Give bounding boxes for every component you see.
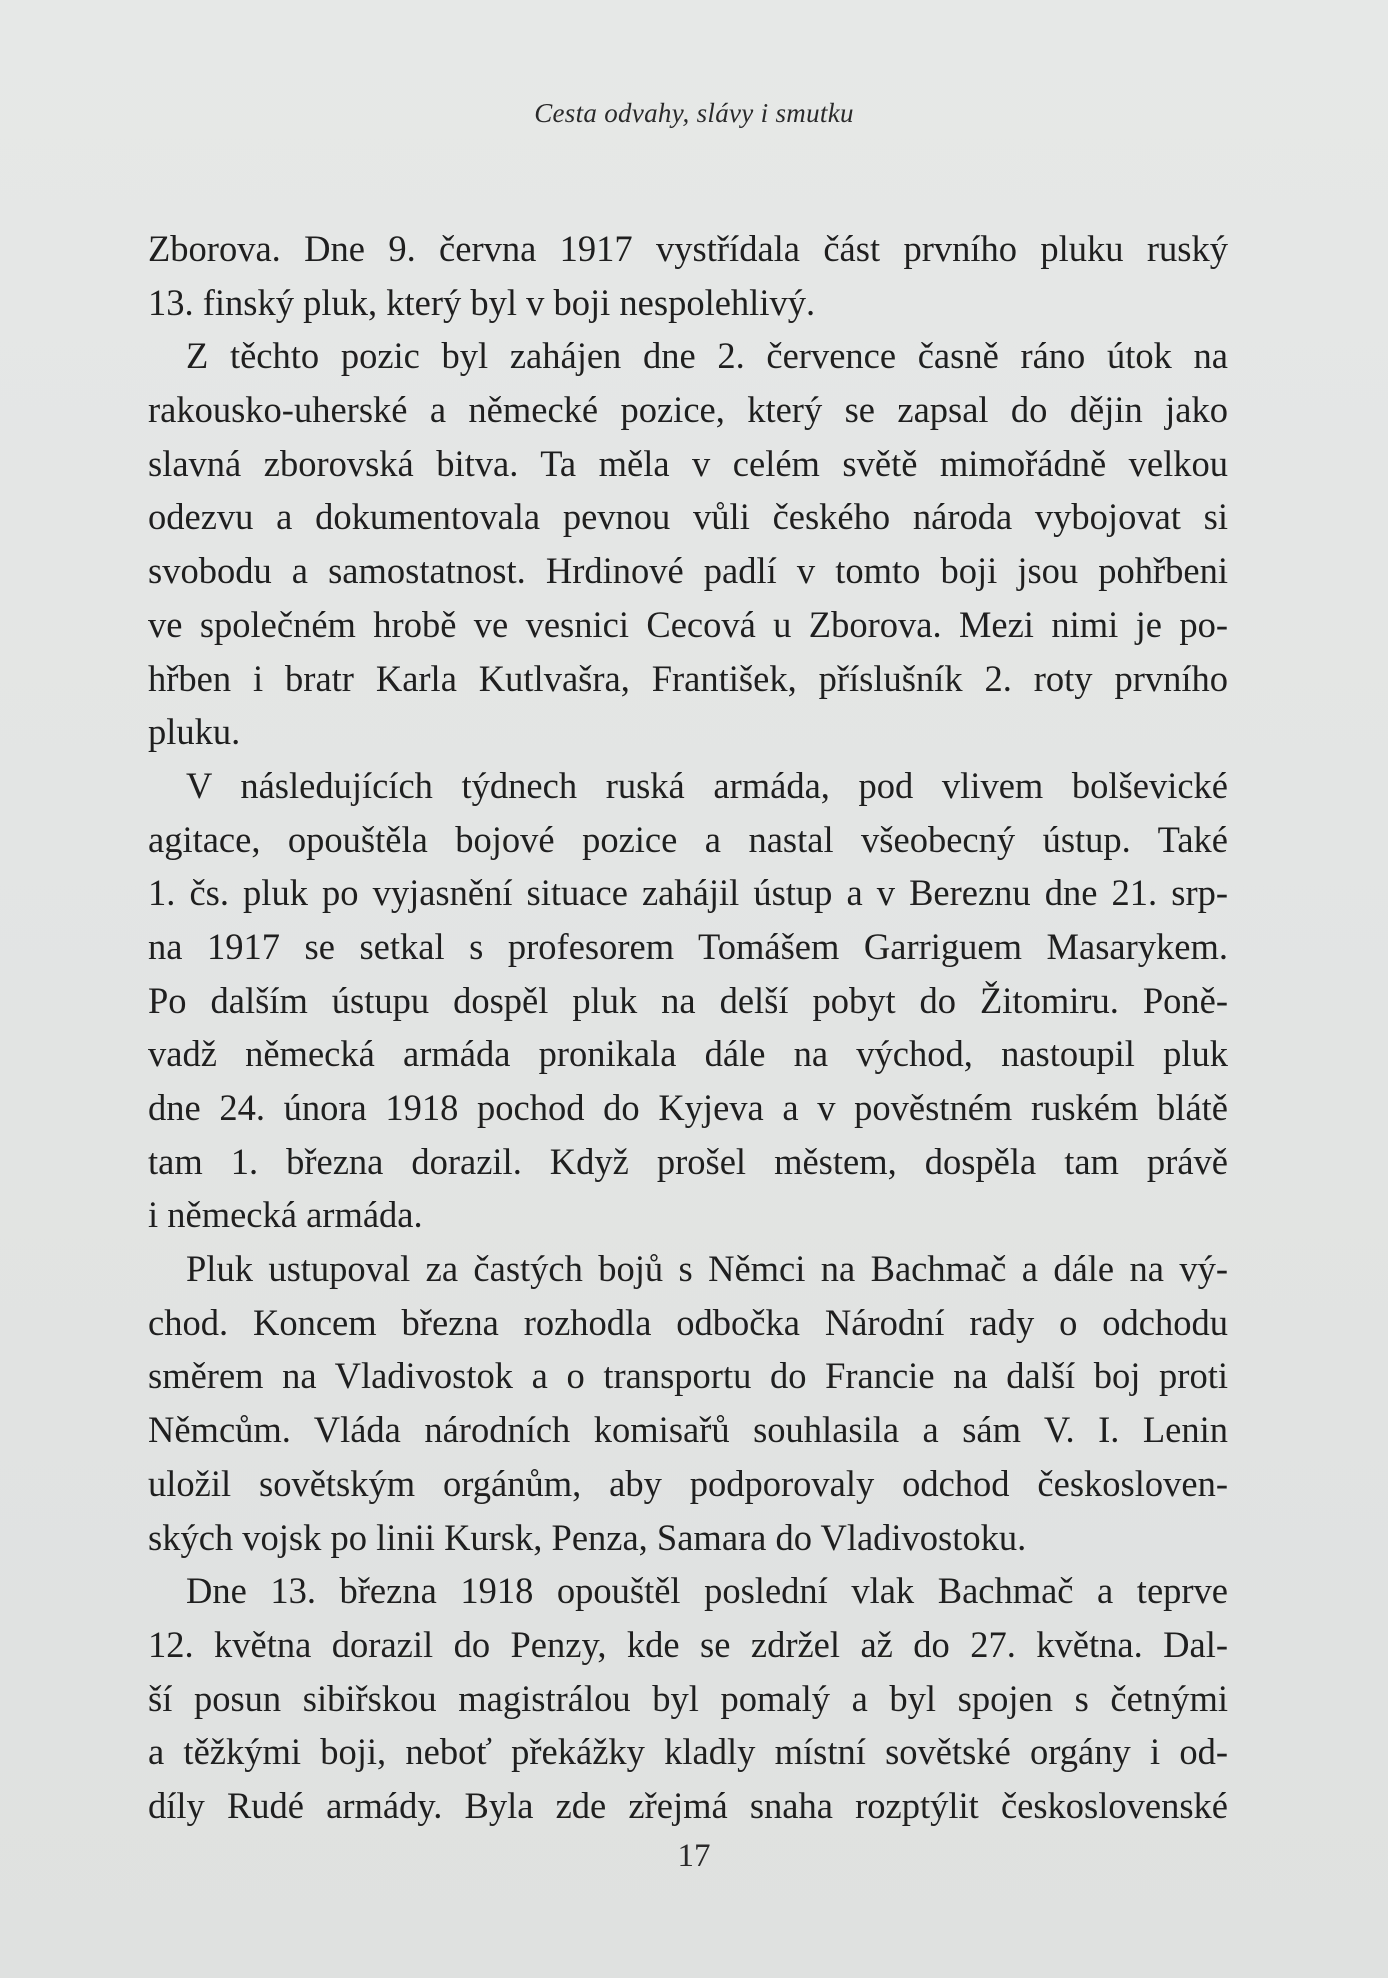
text-line: vadž německá armáda pronikala dále na východ, nastoupil pluk	[148, 1033, 1228, 1075]
text-line: dne 24. února 1918 pochod do Kyjeva a v pověstném ruském blátě	[148, 1087, 1228, 1128]
text-line: ší posun sibiřskou magistrálou byl pomalý a byl spojen s četnými	[148, 1677, 1228, 1719]
text-line: Dne 13. března 1918 opouštěl poslední vlak Bachmač a teprve	[186, 1570, 1228, 1612]
text-line: Po dalším ústupu dospěl pluk na delší pobyt do Žitomiru. Poně-	[148, 979, 1228, 1021]
text-line: slavná zborovská bitva. Ta měla v celém světě mimořádně velkou	[148, 442, 1228, 484]
text-line: hřben i bratr Karla Kutlvašra, František, příslušník 2. roty prvního	[148, 657, 1228, 699]
text-line: tam 1. března dorazil. Když prošel městem, dospěla tam právě	[148, 1140, 1228, 1182]
text-line: 1. čs. pluk po vyjasnění situace zahájil ústup a v Bereznu dne 21. srp-	[148, 872, 1228, 914]
text-line: Němcům. Vláda národních komisařů souhlasila a sám V. I. Lenin	[148, 1409, 1228, 1451]
text-line: díly Rudé armády. Byla zde zřejmá snaha rozptýlit československé	[148, 1784, 1228, 1826]
body-text	[148, 222, 1228, 1833]
text-line: odezvu a dokumentovala pevnou vůli českého národa vybojovat si	[148, 496, 1228, 538]
text-line: V následujících týdnech ruská armáda, pod vlivem bolševické	[186, 764, 1228, 806]
text-line: Zborova. Dne 9. června 1917 vystřídala část prvního pluku ruský	[148, 228, 1228, 269]
text-line: uložil sovětským orgánům, aby podporovaly odchod českosloven-	[148, 1462, 1228, 1504]
text-line: na 1917 se setkal s profesorem Tomášem Garriguem Masarykem.	[148, 925, 1228, 967]
text-line: směrem na Vladivostok a o transportu do Francie na další boj proti	[148, 1355, 1228, 1397]
text-line: chod. Koncem března rozhodla odbočka Národní rady o odchodu	[148, 1301, 1228, 1343]
text-line: ve společném hrobě ve vesnici Cecová u Zborova. Mezi nimi je po-	[148, 603, 1228, 645]
running-head: Cesta odvahy, slávy i smutku	[534, 98, 854, 128]
text-line: Z těchto pozic byl zahájen dne 2. července časně ráno útok na	[186, 335, 1228, 377]
text-line: pluku.	[148, 711, 241, 753]
text-line: ských vojsk po linii Kursk, Penza, Samara do Vladivostoku.	[148, 1516, 1027, 1558]
text-line: 12. května dorazil do Penzy, kde se zdržel až do 27. května. Dal-	[148, 1623, 1228, 1665]
text-line: rakousko-uherské a německé pozice, který se zapsal do dějin jako	[148, 389, 1228, 431]
text-line: agitace, opouštěla bojové pozice a nastal všeobecný ústup. Také	[148, 818, 1228, 860]
page-number: 17	[677, 1838, 711, 1874]
text-line: i německá armáda.	[148, 1194, 423, 1236]
text-line: 13. finský pluk, který byl v boji nespolehlivý.	[148, 281, 816, 323]
text-line: Pluk ustupoval za častých bojů s Němci na Bachmač a dále na vý-	[186, 1248, 1228, 1290]
text-line: a těžkými boji, neboť překážky kladly místní sovětské orgány i od-	[148, 1731, 1228, 1773]
text-line: svobodu a samostatnost. Hrdinové padlí v tomto boji jsou pohřbeni	[148, 550, 1228, 592]
